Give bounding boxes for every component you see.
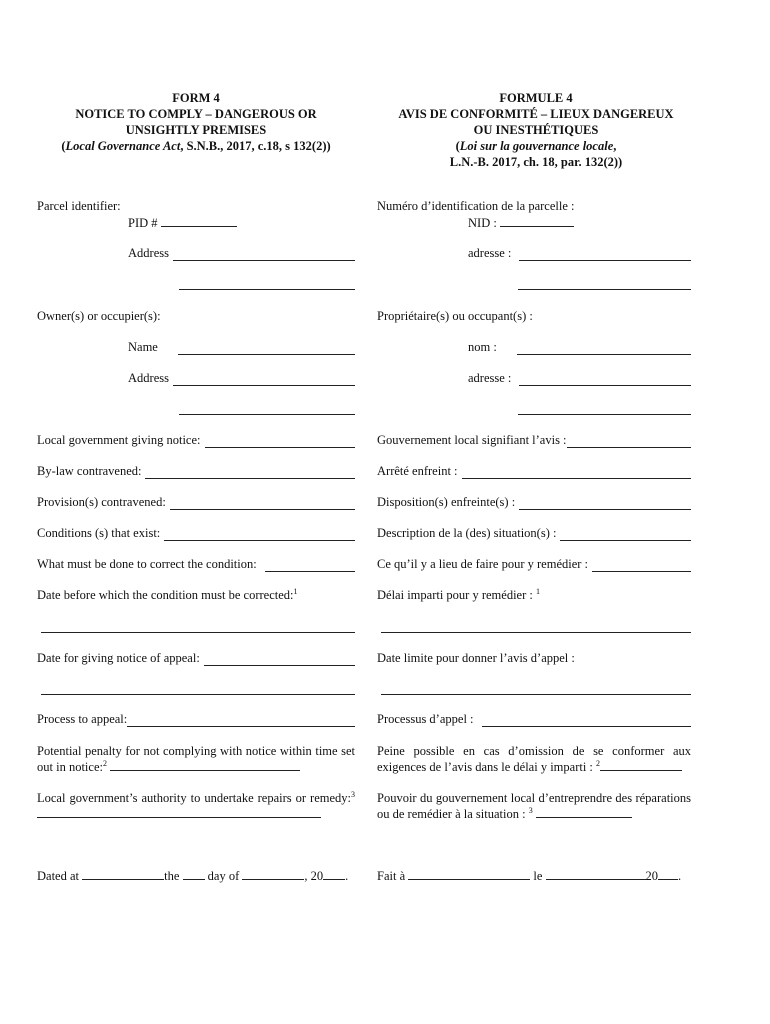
process-appeal-blank[interactable] <box>127 715 355 727</box>
date-before-blank[interactable] <box>41 620 355 637</box>
owner-address-label: Address <box>128 371 169 385</box>
date-before-label: Date before which the condition must be corrected:$^1$ <box>37 586 298 602</box>
pid-label: PID # <box>128 216 158 230</box>
proprietaire-label: Propriétaire(s) ou occupant(s) : <box>377 309 533 323</box>
fait-a-label: Fait à <box>377 869 406 883</box>
le-label: le <box>533 869 543 883</box>
arrete-blank[interactable] <box>462 467 691 479</box>
annee-prefix: 20 <box>645 869 659 883</box>
penalty-label: Potential penalty for not complying with notice within time set out in notice: <box>37 744 355 774</box>
delai-label: Délai imparti pour y remédier : $^1$ <box>377 586 540 602</box>
peine-label: Peine possible en cas d’omission de se conformer aux exigences de l’avis dans le délai y imparti : <box>377 744 691 774</box>
year-blank[interactable] <box>323 867 345 880</box>
peine-blank[interactable] <box>600 759 682 771</box>
adresse-occupant-blank-2[interactable] <box>518 402 691 419</box>
owner-address-blank-2[interactable] <box>179 402 355 419</box>
formule-subtitle-line1: AVIS DE CONFORMITÉ – LIEUX DANGEREUX <box>398 107 674 121</box>
day-of-label: day of <box>207 869 240 883</box>
peine-field[interactable]: Peine possible en cas d’omission de se conformer aux exigences de l’avis dans le délai y imparti : $^2$ <box>377 744 691 774</box>
correction-field[interactable] <box>37 557 355 572</box>
nid-field[interactable] <box>468 214 574 231</box>
disposition-blank[interactable] <box>519 498 691 510</box>
adresse-occupant-label: adresse : <box>468 371 512 385</box>
le-blank[interactable] <box>546 867 646 880</box>
provisions-blank[interactable] <box>170 498 355 510</box>
nom-field[interactable] <box>468 340 691 355</box>
local-government-blank[interactable] <box>205 436 356 448</box>
adresse-parcelle-label: adresse : <box>468 246 512 260</box>
adresse-parcelle-blank-2[interactable] <box>518 277 691 294</box>
adresse-parcelle-blank-1[interactable] <box>519 249 691 261</box>
date-limite-blank[interactable] <box>381 682 691 699</box>
pouvoir-label: Pouvoir du gouvernement local d’entreprendre des réparations ou de remédier à la situation : <box>377 791 691 821</box>
owner-name-field[interactable] <box>128 340 355 355</box>
processus-appel-label: Processus d’appel : <box>377 712 474 726</box>
description-blank[interactable] <box>560 529 691 541</box>
pid-field[interactable] <box>128 214 237 231</box>
provisions-field[interactable] <box>37 495 355 510</box>
delai-blank[interactable] <box>381 620 691 637</box>
process-appeal-field[interactable] <box>37 712 355 727</box>
disposition-field[interactable] <box>377 495 691 510</box>
parcel-address-label: Address <box>128 246 169 260</box>
the-label: the <box>164 869 180 883</box>
nom-blank[interactable] <box>517 343 691 355</box>
authority-field[interactable]: Local government’s authority to undertake repairs or remedy:$^3$ <box>37 790 355 822</box>
remedier-blank[interactable] <box>592 560 691 572</box>
adresse-parcelle-field[interactable] <box>468 246 691 261</box>
dated-line: Dated at the day of , 20 . <box>37 869 349 883</box>
gouvernement-local-field[interactable] <box>377 433 691 448</box>
numero-parcelle-label: Numéro d’identification de la parcelle : <box>377 199 575 213</box>
appeal-date-blank-2[interactable] <box>41 682 355 699</box>
fait-line: Fait à le 20 . <box>377 869 682 883</box>
formule-subtitle-line2: OU INESTHÉTIQUES <box>473 123 599 137</box>
form-title: FORM 4 <box>172 91 220 105</box>
description-field[interactable] <box>377 526 691 541</box>
formule-title: FORMULE 4 <box>499 91 573 105</box>
owner-name-label: Name <box>128 340 158 354</box>
bylaw-blank[interactable] <box>145 467 355 479</box>
pouvoir-blank[interactable] <box>536 806 632 818</box>
form-subtitle-line2: UNSIGHTLY PREMISES <box>125 123 267 137</box>
appeal-date-field[interactable] <box>37 651 355 666</box>
pouvoir-field[interactable]: Pouvoir du gouvernement local d’entreprendre des réparations ou de remédier à la situation : $^3$ <box>377 791 691 821</box>
provisions-label: Provision(s) contravened: <box>37 495 166 509</box>
disposition-label: Disposition(s) enfreinte(s) : <box>377 495 516 509</box>
year-prefix: , 20 <box>304 869 324 883</box>
gouvernement-local-blank[interactable] <box>567 436 691 448</box>
conditions-blank[interactable] <box>164 529 355 541</box>
loi-citation: (Loi sur la gouvernance locale, <box>455 139 617 153</box>
nid-blank[interactable] <box>500 214 574 227</box>
processus-appel-blank[interactable] <box>482 715 691 727</box>
processus-appel-field[interactable] <box>377 712 691 727</box>
correction-label: What must be done to correct the condition: <box>37 557 257 571</box>
arrete-field[interactable] <box>377 464 691 479</box>
gouvernement-local-label: Gouvernement local signifiant l’avis : <box>377 433 567 447</box>
date-limite-label: Date limite pour donner l’avis d’appel : <box>377 651 575 665</box>
local-government-label: Local government giving notice: <box>37 433 201 447</box>
adresse-occupant-blank-1[interactable] <box>519 374 691 386</box>
pid-blank[interactable] <box>161 214 237 227</box>
arrete-label: Arrêté enfreint : <box>377 464 458 478</box>
loi-citation-line2: L.N.-B. 2017, ch. 18, par. 132(2)) <box>449 155 623 169</box>
remedier-label: Ce qu’il y a lieu de faire pour y remédier : <box>377 557 589 571</box>
description-label: Description de la (des) situation(s) : <box>377 526 557 540</box>
adresse-occupant-field[interactable] <box>468 371 691 386</box>
parcel-address-blank-1[interactable] <box>173 249 355 261</box>
form-subtitle-line1: NOTICE TO COMPLY – DANGEROUS OR <box>75 107 317 121</box>
owner-address-field[interactable] <box>128 371 355 386</box>
parcel-address-blank-2[interactable] <box>179 277 355 294</box>
conditions-field[interactable] <box>37 526 355 541</box>
parcel-identifier-label: Parcel identifier: <box>37 199 121 213</box>
nom-label: nom : <box>468 340 497 354</box>
process-appeal-label: Process to appeal: <box>37 712 128 726</box>
english-heading <box>37 90 355 154</box>
day-blank[interactable] <box>183 867 205 880</box>
dated-at-blank[interactable] <box>82 867 164 880</box>
parcel-address-field[interactable] <box>128 246 355 261</box>
statute-citation: (Local Governance Act, S.N.B., 2017, c.18, s 132(2)) <box>61 139 331 153</box>
dated-at-label: Dated at <box>37 869 79 883</box>
nid-label: NID : <box>468 216 497 230</box>
remedier-field[interactable] <box>377 557 691 572</box>
month-blank[interactable] <box>242 867 304 880</box>
conditions-label: Conditions (s) that exist: <box>37 526 161 540</box>
french-heading <box>377 90 695 170</box>
penalty-blank[interactable] <box>110 759 300 771</box>
appeal-date-blank[interactable] <box>204 654 355 666</box>
appeal-date-label: Date for giving notice of appeal: <box>37 651 200 665</box>
owner-address-blank-1[interactable] <box>173 374 355 386</box>
bylaw-label: By-law contravened: <box>37 464 142 478</box>
authority-blank[interactable] <box>37 806 321 818</box>
penalty-field[interactable]: Potential penalty for not complying with notice within time set out in notice:$^2$ <box>37 744 355 774</box>
annee-blank[interactable] <box>658 867 678 880</box>
local-government-field[interactable] <box>37 433 355 448</box>
owner-occupier-label: Owner(s) or occupier(s): <box>37 309 161 323</box>
bylaw-field[interactable] <box>37 464 355 479</box>
authority-label: Local government’s authority to undertake repairs or remedy: <box>37 791 351 805</box>
correction-blank[interactable] <box>265 560 355 572</box>
fait-a-blank[interactable] <box>408 867 530 880</box>
owner-name-blank[interactable] <box>178 343 355 355</box>
